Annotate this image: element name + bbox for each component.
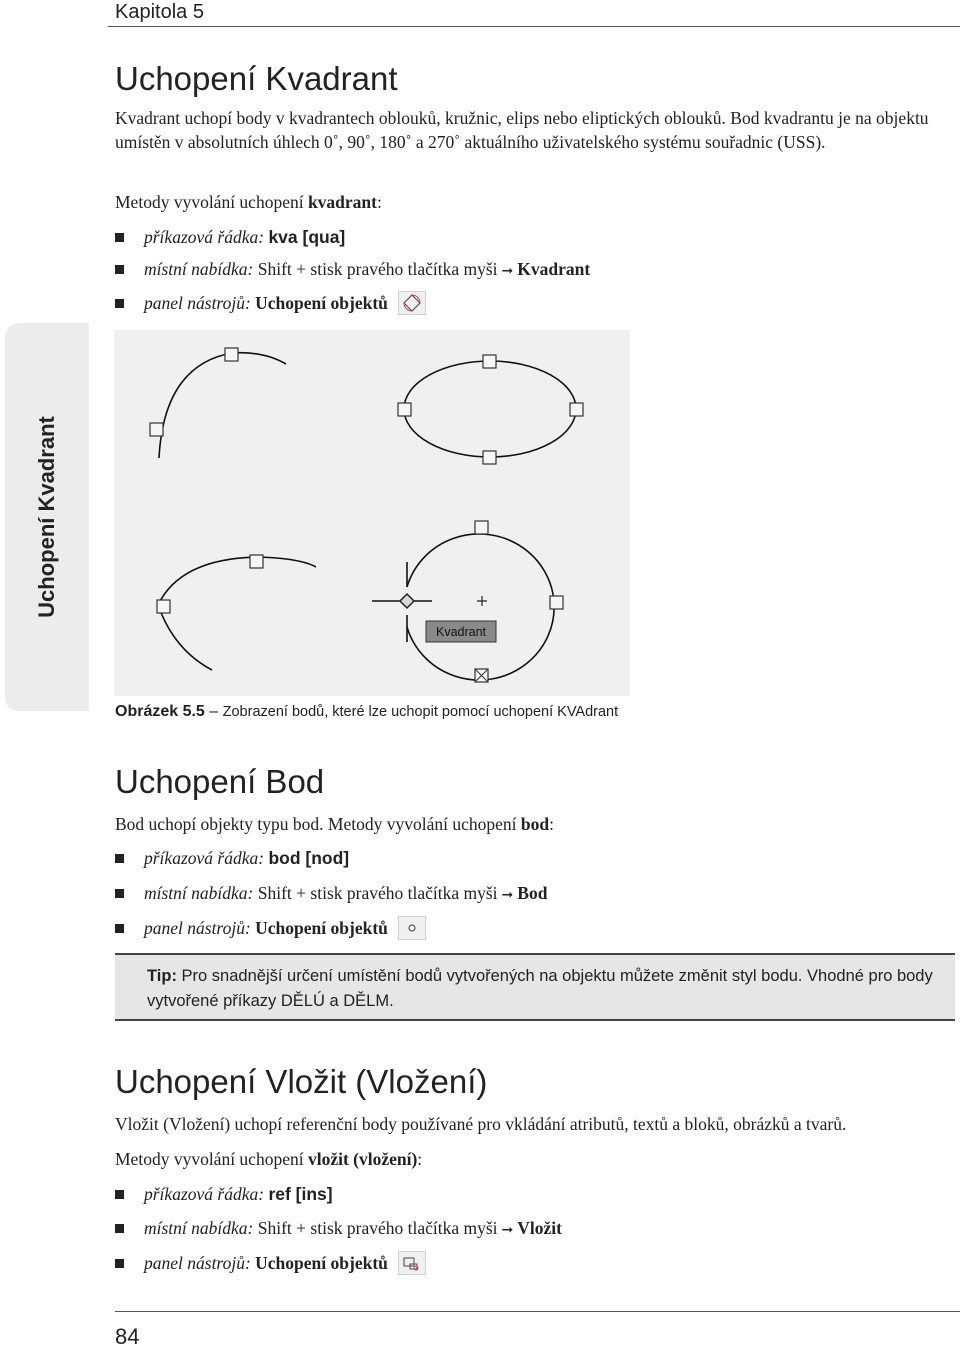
- bullet-command-line: příkazová řádka: ref [ins]: [115, 1182, 333, 1206]
- figure-caption: Obrázek 5.5 – Zobrazení bodů, které lze uchopit pomocí uchopení KVAdrant: [115, 703, 619, 720]
- footer-rule: [115, 1311, 960, 1312]
- bullet-context-menu: místní nabídka: Shift + stisk pravého tlačítka myši ➞ Vložit: [115, 1216, 562, 1240]
- bullet-toolbar: panel nástrojů: Uchopení objektů: [115, 291, 426, 315]
- bullet-square-icon: [115, 1259, 124, 1268]
- section-intro-kvadrant: Kvadrant uchopí body v kvadrantech oblouků, kružnic, elips nebo eliptických oblouků. Bod kvadrantu je na objektu umístěn v absolutních úhlech 0˚, 90˚, 180˚ a 270˚ aktuálního uživatelského systému souřadnic (USS).: [115, 108, 929, 152]
- methods-line-kvadrant: Metody vyvolání uchopení kvadrant:: [115, 192, 382, 212]
- bullet-context-menu: místní nabídka: Shift + stisk pravého tlačítka myši ➞ Bod: [115, 881, 547, 905]
- bullet-command-line: příkazová řádka: kva [qua]: [115, 225, 345, 249]
- section-title-vlozit: Uchopení Vložit (Vložení): [115, 1063, 488, 1100]
- node-snap-icon: [398, 916, 426, 940]
- insert-snap-icon: [398, 1251, 426, 1275]
- tip-text: Tip: Pro snadnější určení umístění bodů vytvořených na objektu můžete změnit styl bodu. Vhodné pro body vytvořené příkazy DĚLÚ a DĚLM.: [147, 967, 933, 1010]
- bullet-square-icon: [115, 924, 124, 933]
- chapter-label: Kapitola 5: [115, 1, 204, 23]
- arrow-right-icon: ➞: [501, 887, 514, 903]
- bullet-square-icon: [115, 854, 124, 863]
- figure-quadrant-snaps: [114, 330, 630, 696]
- bullet-context-menu: místní nabídka: Shift + stisk pravého tlačítka myši ➞ Kvadrant: [115, 257, 590, 281]
- bullet-square-icon: [115, 1190, 124, 1199]
- section-intro-bod: Bod uchopí objekty typu bod. Metody vyvolání uchopení bod:: [115, 814, 554, 834]
- bullet-command-line: příkazová řádka: bod [nod]: [115, 846, 349, 870]
- methods-line-vlozit: Metody vyvolání uchopení vložit (vložení):: [115, 1149, 423, 1169]
- bullet-square-icon: [115, 265, 124, 274]
- section-title-bod: Uchopení Bod: [115, 763, 325, 800]
- bullet-square-icon: [115, 299, 124, 308]
- arrow-right-icon: ➞: [501, 263, 514, 279]
- bullet-square-icon: [115, 233, 124, 242]
- page-number: 84: [115, 1324, 140, 1349]
- arrow-right-icon: ➞: [501, 1222, 514, 1238]
- tip-box: [115, 953, 955, 1021]
- running-header: [108, 0, 960, 27]
- side-tab-label: Uchopení Kvadrant: [34, 416, 59, 618]
- figure-drawing: [114, 330, 630, 696]
- section-title-kvadrant: Uchopení Kvadrant: [115, 60, 398, 97]
- tooltip-label: Kvadrant: [435, 625, 487, 639]
- quadrant-snap-icon: [398, 291, 426, 315]
- bullet-toolbar: panel nástrojů: Uchopení objektů: [115, 1251, 426, 1275]
- side-tab: [5, 323, 89, 711]
- section-intro-vlozit: Vložit (Vložení) uchopí referenční body používané pro vkládání atributů, textů a bloků, obrázků a tvarů.: [115, 1114, 847, 1134]
- bullet-square-icon: [115, 1224, 124, 1233]
- bullet-square-icon: [115, 889, 124, 898]
- bullet-toolbar: panel nástrojů: Uchopení objektů: [115, 916, 426, 940]
